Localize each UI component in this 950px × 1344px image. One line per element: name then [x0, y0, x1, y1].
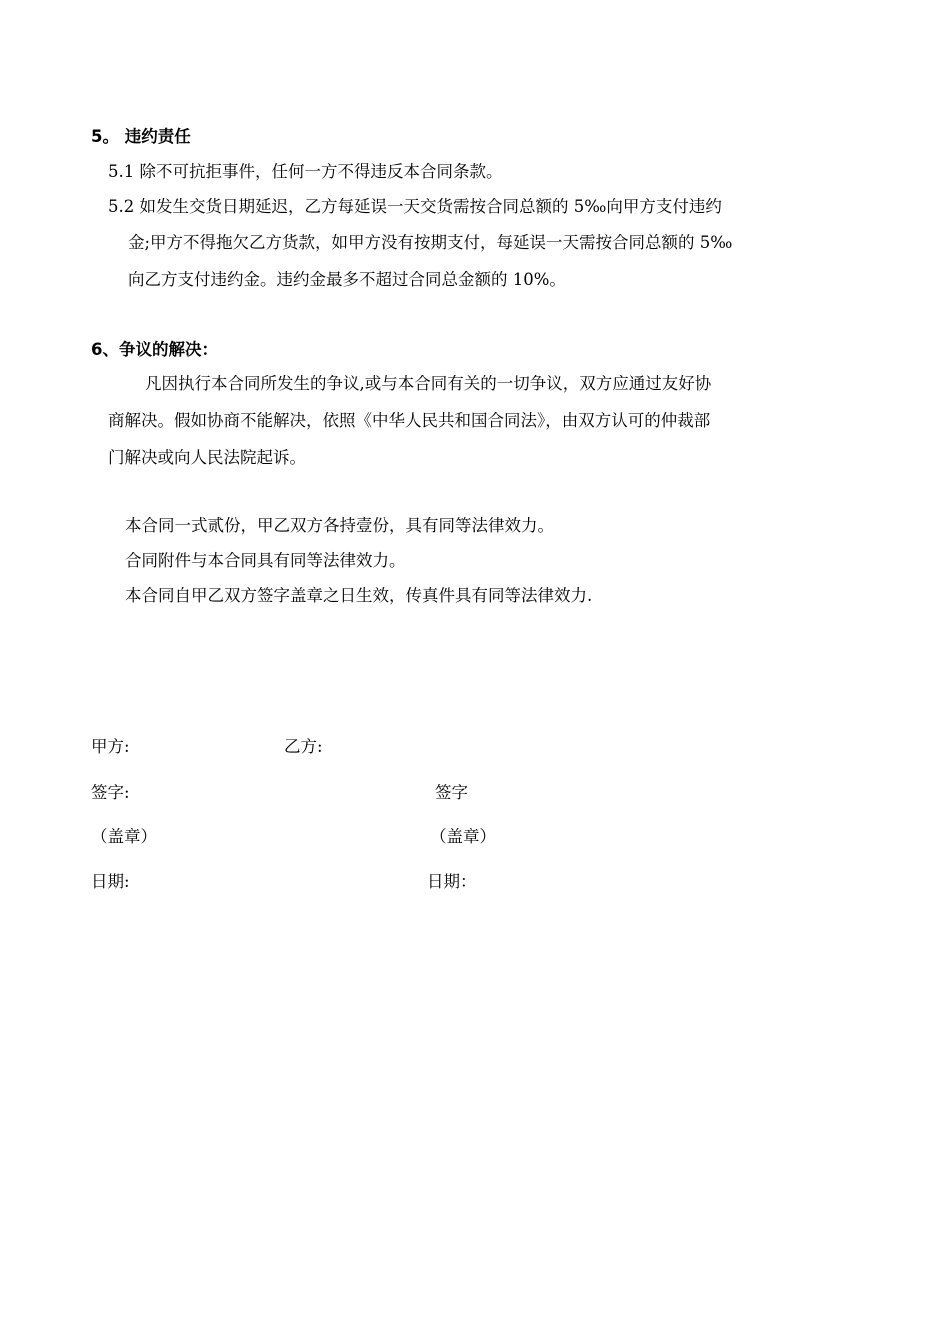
section-6-para-line-2: 商解决。假如协商不能解决，依照《中华人民共和国合同法》，由双方认可的仲裁部 — [108, 411, 711, 430]
clause-5-1: 5.1 除不可抗拒事件，任何一方不得违反本合同条款。 — [108, 162, 503, 181]
party-b-seal: （盖章） — [430, 827, 496, 846]
party-a-seal: （盖章） — [91, 827, 157, 846]
party-a-signature: 签字: — [91, 783, 130, 802]
section-5-heading: 5。 违约责任 — [91, 127, 191, 146]
section-6-para-line-3: 门解决或向人民法院起诉。 — [108, 448, 306, 467]
closing-line-3: 本合同自甲乙双方签字盖章之日生效，传真件具有同等法律效力. — [125, 586, 593, 605]
section-6-heading: 6、争议的解决： — [91, 340, 218, 359]
party-b-date: 日期： — [427, 872, 477, 891]
clause-5-2-line-2: 金;甲方不得拖欠乙方货款，如甲方没有按期支付，每延误一天需按合同总额的 5‰ — [128, 233, 733, 252]
section-6-para-line-1: 凡因执行本合同所发生的争议,或与本合同有关的一切争议，双方应通过友好协 — [145, 374, 712, 393]
clause-5-2-line-3: 向乙方支付违约金。违约金最多不超过合同总金额的 10%。 — [128, 270, 566, 289]
party-b-signature: 签字 — [435, 783, 468, 802]
party-a-date: 日期: — [91, 872, 130, 891]
party-a-label: 甲方: — [91, 737, 130, 756]
clause-5-2-line-1: 5.2 如发生交货日期延迟，乙方每延误一天交货需按合同总额的 5‰向甲方支付违约 — [108, 197, 722, 216]
party-b-label: 乙方: — [284, 737, 323, 756]
closing-line-1: 本合同一式贰份，甲乙双方各持壹份，具有同等法律效力。 — [125, 516, 554, 535]
closing-line-2: 合同附件与本合同具有同等法律效力。 — [125, 551, 406, 570]
